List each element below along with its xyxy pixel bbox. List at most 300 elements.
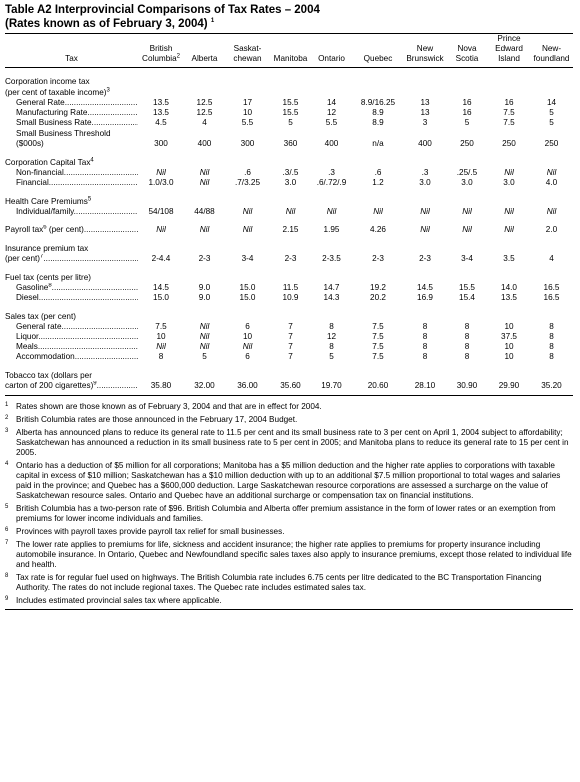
table-cell: 7: [288, 342, 293, 351]
label-text: (per cent): [5, 254, 41, 263]
table-cell: .3/.5: [282, 168, 299, 177]
section-heading-row: [5, 128, 573, 139]
section-heading-row: [5, 76, 573, 87]
header-province-name: foundland: [533, 54, 570, 63]
table-row: [5, 98, 573, 108]
table-cell: Nil: [156, 168, 166, 177]
row-label: [5, 311, 573, 322]
table-cell: 29.90: [498, 381, 520, 390]
row-label-text: [5, 88, 573, 98]
table-cell: 4.26: [370, 225, 386, 234]
title-line-1: Table A2 Interprovincial Comparisons of Tax Rates – 2004: [5, 4, 320, 16]
table-cell: 6: [245, 322, 250, 331]
table-cell: Nil: [462, 207, 472, 216]
table-cell: 8: [329, 322, 334, 331]
row-label: [5, 139, 138, 149]
row-label-text: [5, 225, 138, 235]
label-text: Small Business Threshold: [16, 129, 111, 138]
footnote: [5, 402, 573, 412]
spacer: [5, 217, 573, 225]
header-line: [184, 34, 225, 44]
table-cell: Nil: [504, 207, 514, 216]
header-province-name: Alberta: [191, 54, 218, 63]
table-cell: 8: [464, 332, 470, 341]
table-cell: Nil: [462, 225, 472, 234]
header-province-name: Brunswick: [406, 54, 444, 63]
header-line: [404, 54, 446, 64]
row-label-text: [16, 332, 138, 342]
spacer: [5, 235, 573, 243]
header-line: [446, 34, 488, 44]
header-line: [225, 54, 270, 64]
header-line: Edward: [495, 44, 523, 53]
table-cell: 8: [422, 332, 428, 341]
header-province: [184, 34, 225, 68]
table-cell: Nil: [373, 207, 383, 216]
table-cell: 30.90: [456, 381, 478, 390]
header-line: [311, 34, 352, 44]
table-row: [5, 207, 573, 217]
row-label-text: [5, 381, 138, 391]
table-cell: Nil: [242, 342, 253, 351]
spacer: [5, 303, 573, 311]
table-cell: Nil: [546, 168, 557, 177]
header-line: [184, 44, 225, 54]
table-row: [5, 322, 573, 332]
table-cell: 7.5: [372, 342, 384, 351]
table-cell: 5: [202, 352, 207, 361]
header-line: [352, 54, 404, 64]
spacer: [5, 362, 573, 370]
footnote-text: Provinces with payroll taxes provide payroll tax relief for small businesses.: [16, 527, 285, 536]
table-row: [5, 283, 573, 293]
table-cell: 13: [420, 108, 430, 117]
label-text: Diesel: [16, 293, 39, 302]
row-label: [5, 168, 138, 178]
table-cell: 5: [549, 108, 554, 117]
header-line: [530, 54, 573, 64]
table-cell: 8: [549, 322, 554, 331]
header-line: [488, 54, 530, 64]
table-row: [5, 381, 573, 391]
header-line: [270, 34, 311, 44]
header-line: [352, 44, 404, 54]
table-cell: 4.5: [155, 118, 167, 127]
row-label-text: [16, 168, 138, 178]
table-cell: 5: [288, 118, 293, 127]
table-cell: 4.0: [545, 178, 558, 187]
row-label-text: [5, 273, 573, 283]
label-text: Tobacco tax (dollars per: [5, 371, 92, 380]
header-line: [270, 54, 311, 64]
footnote-text: Tax rate is for regular fuel used on highways. The British Columbia rate includes 6.75 cents per litre dedicated to the BC Transportation Financing Authority. The rates do not include regional taxes. The Quebec rate includes estimated sales tax.: [16, 573, 542, 592]
title-line-2: [5, 17, 573, 31]
table-row: [5, 342, 573, 352]
footnote-ref: 4: [90, 157, 94, 164]
footnote-text: The lower rate applies to premiums for life, sickness and accident insurance; the higher rate applies to premiums for property insurance including automobile insurance. In Ontario, Quebec and Newfoundland specific sales taxes also apply to insurance premiums, except those related to individual life and health.: [16, 540, 572, 569]
table-cell: 10.9: [282, 293, 299, 302]
row-label: [5, 98, 138, 108]
table-cell: 10: [504, 322, 514, 331]
table-cell: 15.5: [282, 98, 299, 107]
row-label: [5, 243, 573, 254]
label-text: Health Care Premiums: [5, 197, 88, 206]
table-cell: 35.60: [280, 381, 301, 390]
table-cell: 2.0: [545, 225, 558, 234]
table-cell: 3.0: [284, 178, 297, 187]
table-cell: 20.2: [370, 293, 386, 302]
header-province-name: Scotia: [455, 54, 479, 63]
table-cell: 17: [242, 98, 253, 107]
header-province: [352, 34, 404, 68]
table-cell: .6: [374, 168, 382, 177]
header-province: [446, 34, 488, 68]
table-cell: Nil: [504, 225, 514, 234]
table-cell: 10: [242, 332, 253, 341]
table-title: [5, 3, 573, 31]
table-cell: 3-4: [461, 254, 473, 263]
table-cell: 14.0: [501, 283, 517, 292]
label-text: Payroll tax: [5, 225, 44, 234]
table-cell: 5: [329, 352, 334, 361]
table-cell: Nil: [285, 207, 296, 216]
row-label-text: [16, 283, 138, 293]
table-cell: 2-3: [198, 254, 211, 263]
label-text: General rate: [16, 322, 62, 331]
header-province: [311, 34, 352, 68]
label-text: carton of 200 cigarettes): [5, 381, 94, 390]
footnote-ref: 5: [87, 196, 92, 203]
table-cell: 7.5: [372, 352, 384, 361]
footnote-number: 1: [5, 402, 9, 408]
spacer-row: [5, 188, 573, 196]
row-label: [5, 225, 138, 235]
row-label: [5, 157, 573, 168]
table-row: [5, 225, 573, 235]
table-cell: 16: [504, 98, 514, 107]
table-cell: 14.3: [323, 293, 340, 302]
table-row: [5, 293, 573, 303]
table-cell: 35.20: [541, 381, 562, 390]
section-heading-row: [5, 157, 573, 168]
table-cell: 7: [288, 332, 293, 341]
row-label: [5, 381, 138, 391]
table-cell: 16: [462, 108, 472, 117]
label-text: Financial: [16, 178, 49, 187]
table-cell: 2-3.5: [322, 254, 341, 263]
table-cell: 7.5: [503, 118, 515, 127]
table-cell: 13: [420, 98, 430, 107]
table-cell: 28.10: [414, 381, 436, 390]
row-label-text: [16, 118, 138, 128]
spacer: [5, 188, 573, 196]
table-cell: Nil: [199, 332, 210, 341]
table-cell: 15.5: [459, 283, 475, 292]
table-cell: 10: [504, 352, 514, 361]
table-cell: 13.5: [153, 98, 169, 107]
table-cell: .3: [421, 168, 429, 177]
row-label-text: [16, 352, 138, 362]
table-row: [5, 118, 573, 128]
table-cell: 14: [546, 98, 557, 107]
table-cell: 32.00: [194, 381, 215, 390]
section-heading-row: [5, 196, 573, 207]
table-cell: n/a: [372, 139, 384, 148]
table-cell: 5: [549, 118, 554, 127]
row-label: [5, 342, 138, 352]
footnote: [5, 415, 573, 425]
table-cell: 19.2: [370, 283, 386, 292]
footnote-text: British Columbia has a two-person rate of $96. British Columbia and Alberta offer premium assistance in the form of lower rates or an exemption from premiums for lower income individuals and families.: [16, 504, 556, 523]
table-cell: 250: [460, 139, 474, 148]
table-cell: 8: [464, 322, 470, 331]
footnote: [5, 504, 573, 524]
table-cell: 300: [240, 139, 255, 148]
footnote-text: Alberta has announced plans to reduce its general rate to 11.5 per cent and its small business rate to 3 per cent on April 1, 2004 subject to affordability; Saskatchewan has announced a reduction in its small business rate to 5 per cent in 2005; and Manitoba plans to reduce its general rate to 15 per cent in 2005.: [16, 428, 569, 457]
table-cell: .7/3.25: [234, 178, 261, 187]
header-province-name: Island: [498, 54, 520, 63]
table-cell: 5.5: [241, 118, 254, 127]
header-line: [138, 34, 184, 44]
footnote-number: 2: [5, 415, 9, 421]
section-heading-row: [5, 370, 573, 381]
row-label: [5, 293, 138, 303]
footnote: [5, 540, 573, 570]
table-cell: .25/.5: [456, 168, 478, 177]
table-cell: 8: [549, 352, 554, 361]
row-label-text: [5, 254, 138, 264]
label-text: Non-financial: [16, 168, 64, 177]
table-cell: 37.5: [501, 332, 517, 341]
label-text-suffix: (per cent): [46, 225, 84, 234]
bottom-rule: [5, 609, 573, 610]
table-cell: 16.5: [543, 293, 560, 302]
table-cell: 7: [288, 322, 293, 331]
table-cell: 8: [464, 342, 470, 351]
label-text: Corporation income tax: [5, 77, 90, 86]
row-label: [5, 322, 138, 332]
table-row: [5, 178, 573, 188]
table-cell: 7.5: [155, 322, 167, 331]
row-label-text: [16, 108, 138, 118]
row-label: [5, 178, 138, 188]
footnote: [5, 428, 573, 458]
footnote-text: Includes estimated provincial sales tax where applicable.: [16, 596, 222, 605]
table-cell: 15.0: [153, 293, 169, 302]
table-cell: 3: [422, 118, 428, 127]
label-text: Manufacturing Rate: [16, 108, 88, 117]
table-cell: 7.5: [503, 108, 515, 117]
header-line: [446, 54, 488, 64]
header-province: [530, 34, 573, 68]
table-cell: 54/108: [148, 207, 174, 216]
table-cell: 14.7: [323, 283, 340, 292]
table-cell: 15.5: [282, 108, 299, 117]
footnotes: [5, 402, 573, 606]
table-cell: Nil: [326, 207, 337, 216]
table-cell: 5.5: [325, 118, 338, 127]
table-cell: 16.5: [543, 283, 560, 292]
table-cell: Nil: [156, 225, 166, 234]
header-line: [311, 44, 352, 54]
row-label-text: [16, 342, 138, 352]
row-label-text: [16, 178, 138, 188]
table-cell: Nil: [420, 207, 430, 216]
table-cell: 14: [326, 98, 337, 107]
footnote-number: 3: [5, 428, 9, 434]
row-label: [5, 283, 138, 293]
title-footnote-ref: 1: [210, 18, 215, 25]
header-line: New: [416, 44, 434, 53]
row-label: [5, 196, 573, 207]
label-text: General Rate: [16, 98, 65, 107]
table-bottom-rule: [5, 395, 573, 396]
row-label: [5, 118, 138, 128]
table-cell: 35.80: [150, 381, 172, 390]
table-cell: 250: [502, 139, 516, 148]
row-label: [5, 254, 138, 264]
table-cell: Nil: [420, 225, 430, 234]
table-cell: 1.95: [323, 225, 340, 234]
table-cell: Nil: [156, 342, 166, 351]
spacer-row: [5, 303, 573, 311]
title-line-2-text: (Rates known as of February 3, 2004): [5, 18, 208, 30]
table-cell: 11.5: [282, 283, 299, 292]
label-text: Small Business Rate: [16, 118, 92, 127]
table-cell: 4: [549, 254, 554, 263]
table-cell: 300: [154, 139, 168, 148]
table-cell: 2-3: [419, 254, 431, 263]
table-cell: 8: [422, 322, 428, 331]
label-text: Fuel tax (cents per litre): [5, 273, 91, 282]
table-cell: 8: [158, 352, 164, 361]
footnote-text: Rates shown are those known as of February 3, 2004 and that are in effect for 2004.: [16, 402, 322, 411]
spacer: [5, 68, 573, 76]
header-province: [225, 34, 270, 68]
footnote-number: 6: [5, 527, 9, 533]
table-row: [5, 108, 573, 118]
spacer-row: [5, 264, 573, 272]
header-row: [5, 34, 573, 68]
table-cell: .6: [244, 168, 251, 177]
header-line: [352, 34, 404, 44]
label-text: Accommodation: [16, 352, 75, 361]
table-cell: 10: [504, 342, 514, 351]
table-cell: 5: [464, 118, 470, 127]
header-province: [488, 34, 530, 68]
header-province-name: Quebec: [363, 54, 393, 63]
header-line: [225, 34, 270, 44]
table-row: [5, 139, 573, 149]
table-cell: 3.0: [419, 178, 431, 187]
header-line: Nova: [457, 44, 477, 53]
table-cell: .3: [328, 168, 335, 177]
label-text: (per cent of taxable income): [5, 88, 107, 97]
table-cell: Nil: [546, 207, 557, 216]
spacer-row: [5, 149, 573, 157]
table-cell: 13.5: [501, 293, 517, 302]
table-cell: 7: [288, 352, 293, 361]
table-cell: 16.9: [417, 293, 433, 302]
table-cell: 12.5: [196, 108, 213, 117]
table-cell: 400: [418, 139, 432, 148]
table-cell: Nil: [199, 225, 210, 234]
table-cell: 4: [202, 118, 207, 127]
table-cell: 20.60: [367, 381, 389, 390]
table-cell: .6/.72/.9: [316, 178, 347, 187]
header-province: [270, 34, 311, 68]
label-text: Meals: [16, 342, 38, 351]
table-cell: 9.0: [198, 283, 211, 292]
header-province-name: Columbia: [142, 54, 177, 63]
table-cell: 14.5: [417, 283, 433, 292]
label-text: Sales tax (per cent): [5, 312, 76, 321]
table-cell: 7.5: [372, 332, 384, 341]
table-cell: Nil: [199, 342, 210, 351]
footnote-ref: 8: [48, 283, 52, 289]
header-line: [138, 54, 184, 64]
row-label-text: [16, 207, 138, 217]
table-cell: Nil: [242, 207, 253, 216]
spacer-row: [5, 68, 573, 76]
table-cell: Nil: [199, 168, 210, 177]
footnote-ref: 7: [40, 254, 44, 260]
table-cell: 12.5: [196, 98, 213, 107]
table-cell: 1.0/3.0: [148, 178, 174, 187]
table-cell: 8.9/16.25: [360, 98, 396, 107]
label-text: Corporation Capital Tax: [5, 158, 91, 167]
table-cell: 2.15: [282, 225, 299, 234]
table-cell: 250: [544, 139, 559, 148]
label-text: Individual/family: [16, 207, 74, 216]
table-row: [5, 352, 573, 362]
table-cell: 400: [197, 139, 212, 148]
section-heading-row: [5, 272, 573, 283]
table-cell: 8: [422, 352, 428, 361]
table-cell: 14.5: [153, 283, 169, 292]
header-tax: Tax: [65, 54, 78, 63]
table-cell: 15.0: [239, 283, 256, 292]
header-line: [404, 34, 446, 44]
label-text: Insurance premium tax: [5, 244, 89, 253]
header-line: British: [149, 44, 173, 53]
table-cell: 19.70: [321, 381, 342, 390]
table-cell: 8: [549, 342, 554, 351]
header-line: [184, 54, 225, 64]
table-cell: 8: [422, 342, 428, 351]
footnote-ref: 6: [43, 225, 47, 231]
header-province: [138, 34, 184, 68]
table-cell: 3.0: [503, 178, 515, 187]
spacer-row: [5, 235, 573, 243]
section-heading-row: [5, 243, 573, 254]
row-label: [5, 87, 573, 98]
table-row: [5, 168, 573, 178]
header-province: [404, 34, 446, 68]
row-label: [5, 76, 573, 87]
row-label-text: [16, 129, 573, 139]
spacer: [5, 149, 573, 157]
table-cell: 400: [324, 139, 339, 148]
footnote-ref: 9: [93, 381, 97, 387]
row-label-text: [16, 293, 138, 303]
table-cell: 10: [242, 108, 253, 117]
row-label: [5, 207, 138, 217]
label-text: Gasoline: [16, 283, 49, 292]
table-cell: 8: [329, 342, 334, 351]
footnote-ref: 2: [176, 53, 180, 60]
table-cell: 6: [245, 352, 250, 361]
